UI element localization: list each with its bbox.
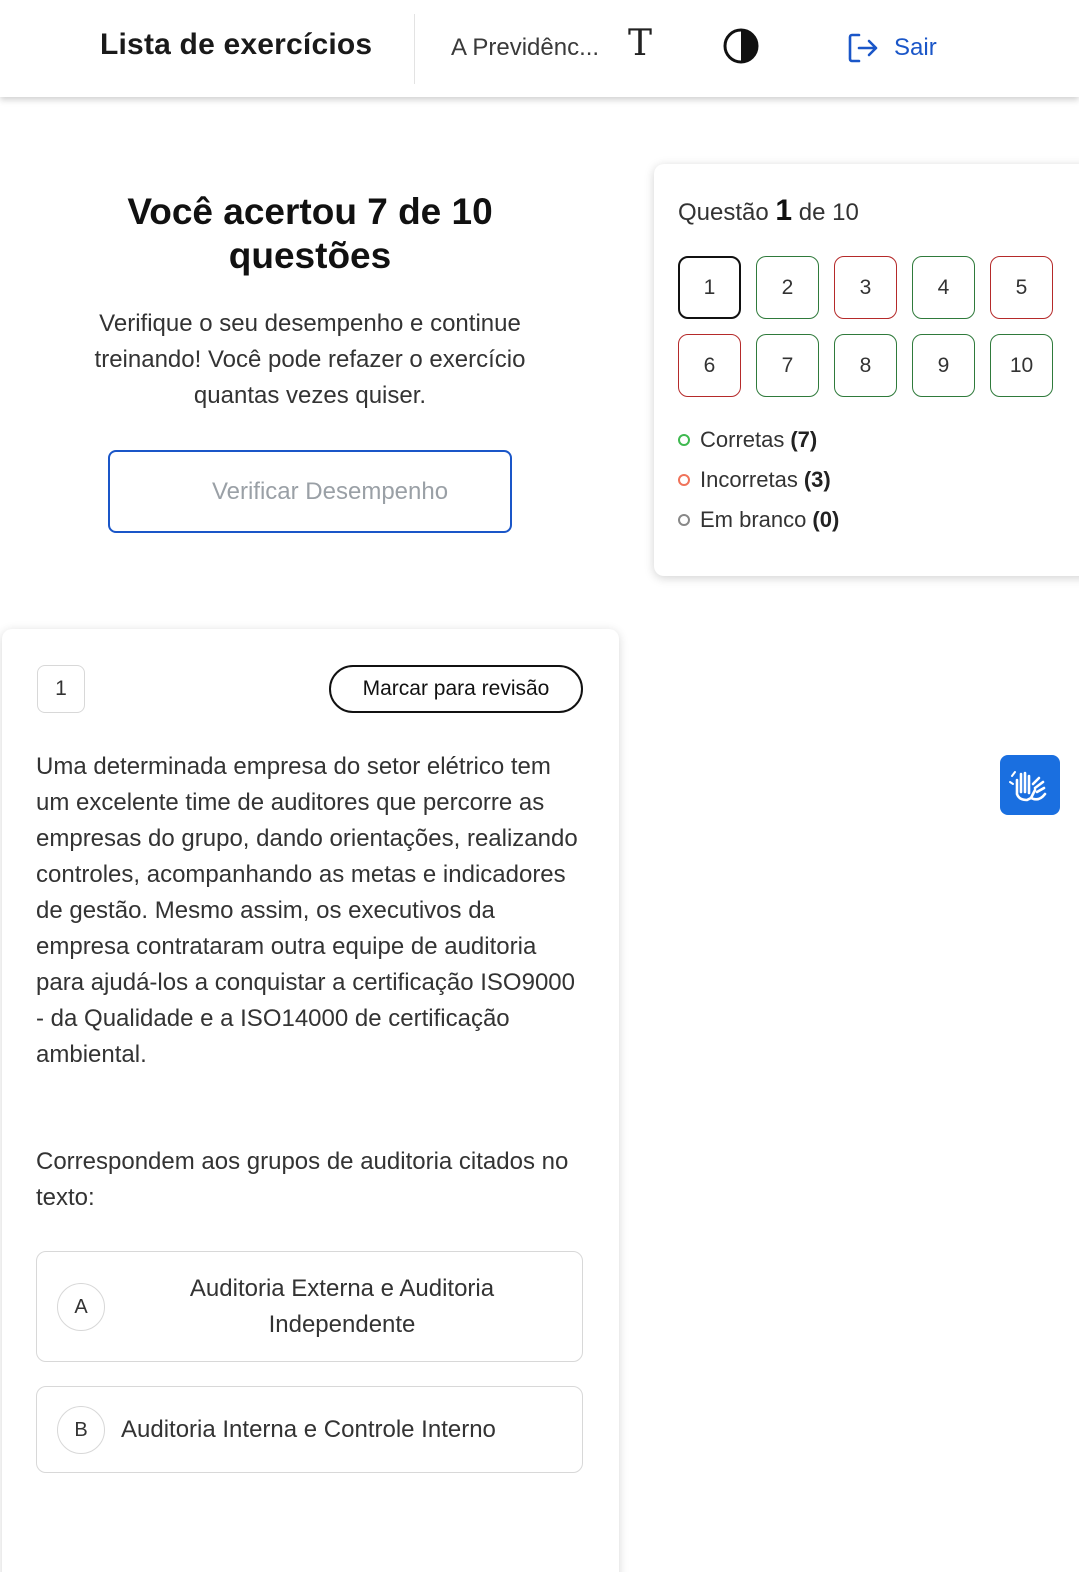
question-button-5[interactable]: 5: [990, 256, 1053, 319]
navigator-title: [678, 194, 859, 228]
top-header: [0, 0, 1079, 97]
question-button-3[interactable]: 3: [834, 256, 897, 319]
font-size-icon[interactable]: T: [627, 23, 652, 64]
question-button-1[interactable]: 1: [678, 256, 741, 319]
navigator-title-suffix: de 10: [798, 199, 859, 226]
correct-dot-icon: [678, 434, 690, 446]
sign-language-hands-icon: [1009, 764, 1051, 806]
answer-option-a[interactable]: [36, 1251, 583, 1362]
legend-blank-count: (0): [812, 507, 840, 532]
question-button-6[interactable]: 6: [678, 334, 741, 397]
header-divider: [414, 14, 415, 84]
question-button-8[interactable]: 8: [834, 334, 897, 397]
legend-incorrect-count: (3): [803, 467, 831, 492]
question-prompt: Correspondem aos grupos de auditoria citados no texto:: [36, 1148, 569, 1211]
legend-correct: [678, 420, 839, 460]
answer-option-b[interactable]: [36, 1386, 583, 1473]
question-number-badge: 1: [37, 665, 85, 713]
result-description: Verifique o seu desempenho e continue treinando! Você pode refazer o exercício quantas vezes quiser.: [94, 310, 526, 409]
question-button-7[interactable]: 7: [756, 334, 819, 397]
navigator-current-number: 1: [775, 194, 793, 227]
logout-icon: [846, 31, 880, 65]
question-button-9[interactable]: 9: [912, 334, 975, 397]
contrast-icon[interactable]: [722, 27, 760, 65]
mark-for-review-button[interactable]: Marcar para revisão: [329, 665, 583, 713]
logout-button[interactable]: [846, 28, 937, 68]
logout-label: Sair: [894, 34, 937, 61]
question-button-2[interactable]: 2: [756, 256, 819, 319]
option-text-b: Auditoria Interna e Controle Interno: [121, 1416, 496, 1443]
blank-dot-icon: [678, 514, 690, 526]
question-navigator: [654, 164, 1079, 576]
legend-incorrect-label: Incorretas: [700, 467, 798, 492]
app-title: Lista de exercícios: [100, 28, 373, 61]
question-grid: [678, 256, 1053, 397]
option-text-a: Auditoria Externa e Auditoria Independente: [189, 1275, 495, 1338]
question-text: Uma determinada empresa do setor elétrico tem um excelente time de auditores que percorre as empresas do grupo, dando orientações, realizando controles, acompanhando as metas e indicadores de gestão. Mesmo assim, os executivos da empresa contrataram outra equipe de auditoria para ajudá-los a conquistar a certificação ISO9000 - da Qualidade e a ISO14000 de certificação ambiental.: [36, 753, 578, 1068]
option-letter-a: A: [57, 1283, 105, 1331]
verify-performance-button[interactable]: Verificar Desempenho: [108, 450, 512, 533]
legend-blank: [678, 500, 839, 540]
incorrect-dot-icon: [678, 474, 690, 486]
course-name[interactable]: A Previdênc...: [451, 34, 600, 61]
status-legend: [678, 420, 839, 540]
question-button-10[interactable]: 10: [990, 334, 1053, 397]
question-button-4[interactable]: 4: [912, 256, 975, 319]
sign-language-button[interactable]: [1000, 755, 1060, 815]
legend-incorrect: [678, 460, 839, 500]
question-card: [2, 629, 619, 1572]
legend-correct-label: Corretas: [700, 427, 785, 452]
option-letter-b: B: [57, 1406, 105, 1454]
result-title: Você acertou 7 de 10 questões: [127, 191, 493, 276]
legend-correct-count: (7): [790, 427, 818, 452]
navigator-title-prefix: Questão: [678, 199, 769, 226]
legend-blank-label: Em branco: [700, 507, 807, 532]
